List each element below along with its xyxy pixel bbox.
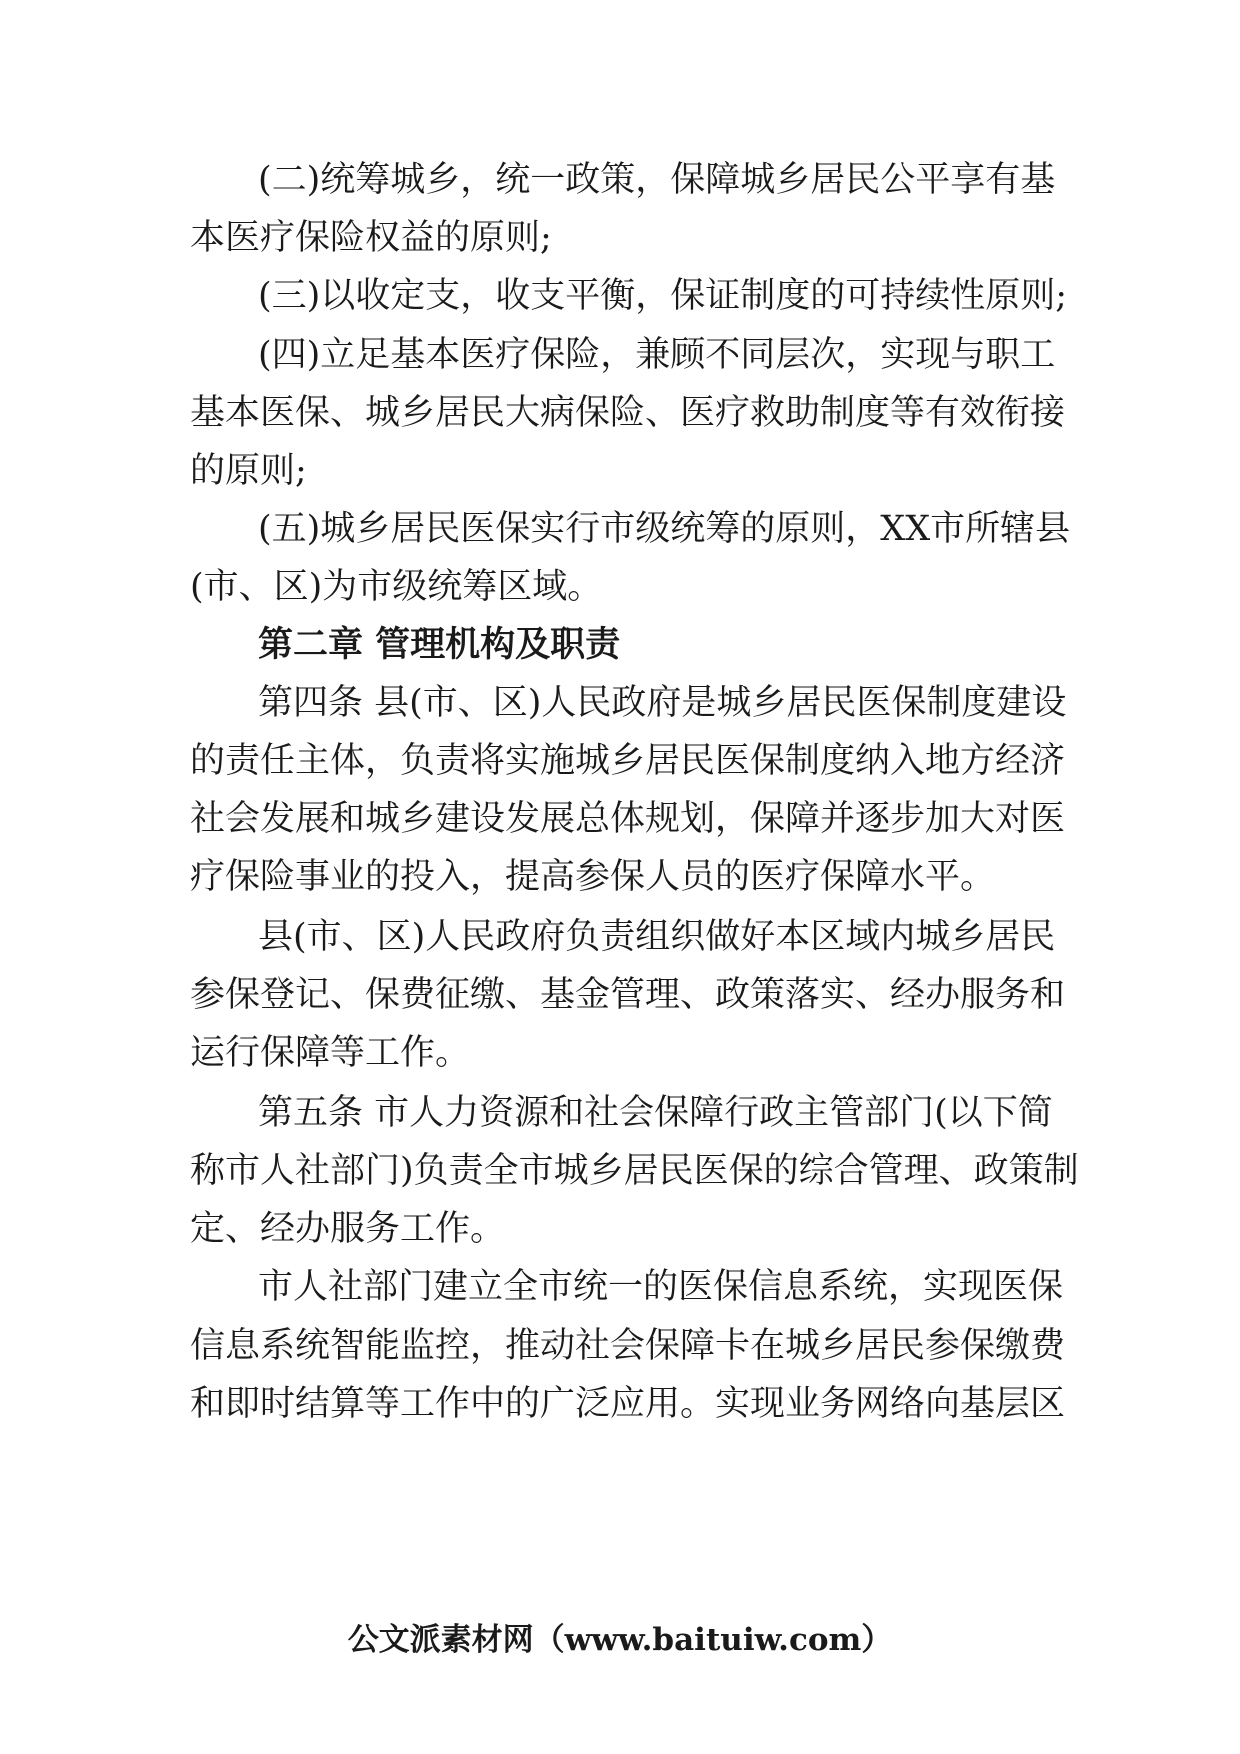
paragraph-line: 社会发展和城乡建设发展总体规划，保障并逐步加大对医: [190, 799, 1066, 839]
paragraph-line: 本医疗保险权益的原则;: [190, 218, 552, 258]
paragraph-line: (二)统筹城乡，统一政策，保障城乡居民公平享有基: [258, 160, 1056, 200]
paragraph-line: 运行保障等工作。: [190, 1033, 471, 1073]
paragraph-line: (四)立足基本医疗保险，兼顾不同层次，实现与职工: [258, 335, 1056, 375]
paragraph-line: 称市人社部门)负责全市城乡居民医保的综合管理、政策制: [190, 1151, 1079, 1191]
paragraph-line: (市、区)为市级统筹区域。: [190, 567, 603, 607]
paragraph-line: 市人社部门建立全市统一的医保信息系统，实现医保: [258, 1267, 1064, 1307]
paragraph-line: 的责任主体，负责将实施城乡居民医保制度纳入地方经济: [190, 741, 1066, 781]
paragraph-line: (三)以收定支，收支平衡，保证制度的可持续性原则;: [258, 276, 1068, 316]
paragraph-line: 基本医保、城乡居民大病保险、医疗救助制度等有效衔接: [190, 393, 1066, 433]
chapter-heading: 第二章 管理机构及职责: [258, 624, 621, 665]
paragraph-line: 县(市、区)人民政府负责组织做好本区域内城乡居民: [258, 917, 1056, 957]
footer-watermark-text: 公文派素材网（www.baituiw.com）: [347, 1622, 893, 1658]
paragraph-line: 定、经办服务工作。: [190, 1209, 506, 1249]
paragraph-line: 和即时结算等工作中的广泛应用。实现业务网络向基层区: [190, 1384, 1066, 1424]
paragraph-line: 信息系统智能监控，推动社会保障卡在城乡居民参保缴费: [190, 1326, 1066, 1366]
paragraph-line: (五)城乡居民医保实行市级统筹的原则，XX市所辖县: [258, 509, 1071, 549]
paragraph-line: 第四条 县(市、区)人民政府是城乡居民医保制度建设: [258, 683, 1067, 723]
paragraph-line: 的原则;: [190, 451, 307, 491]
paragraph-line: 疗保险事业的投入，提高参保人员的医疗保障水平。: [190, 857, 996, 897]
paragraph-line: 参保登记、保费征缴、基金管理、政策落实、经办服务和: [190, 975, 1066, 1015]
paragraph-line: 第五条 市人力资源和社会保障行政主管部门(以下简: [258, 1093, 1053, 1133]
